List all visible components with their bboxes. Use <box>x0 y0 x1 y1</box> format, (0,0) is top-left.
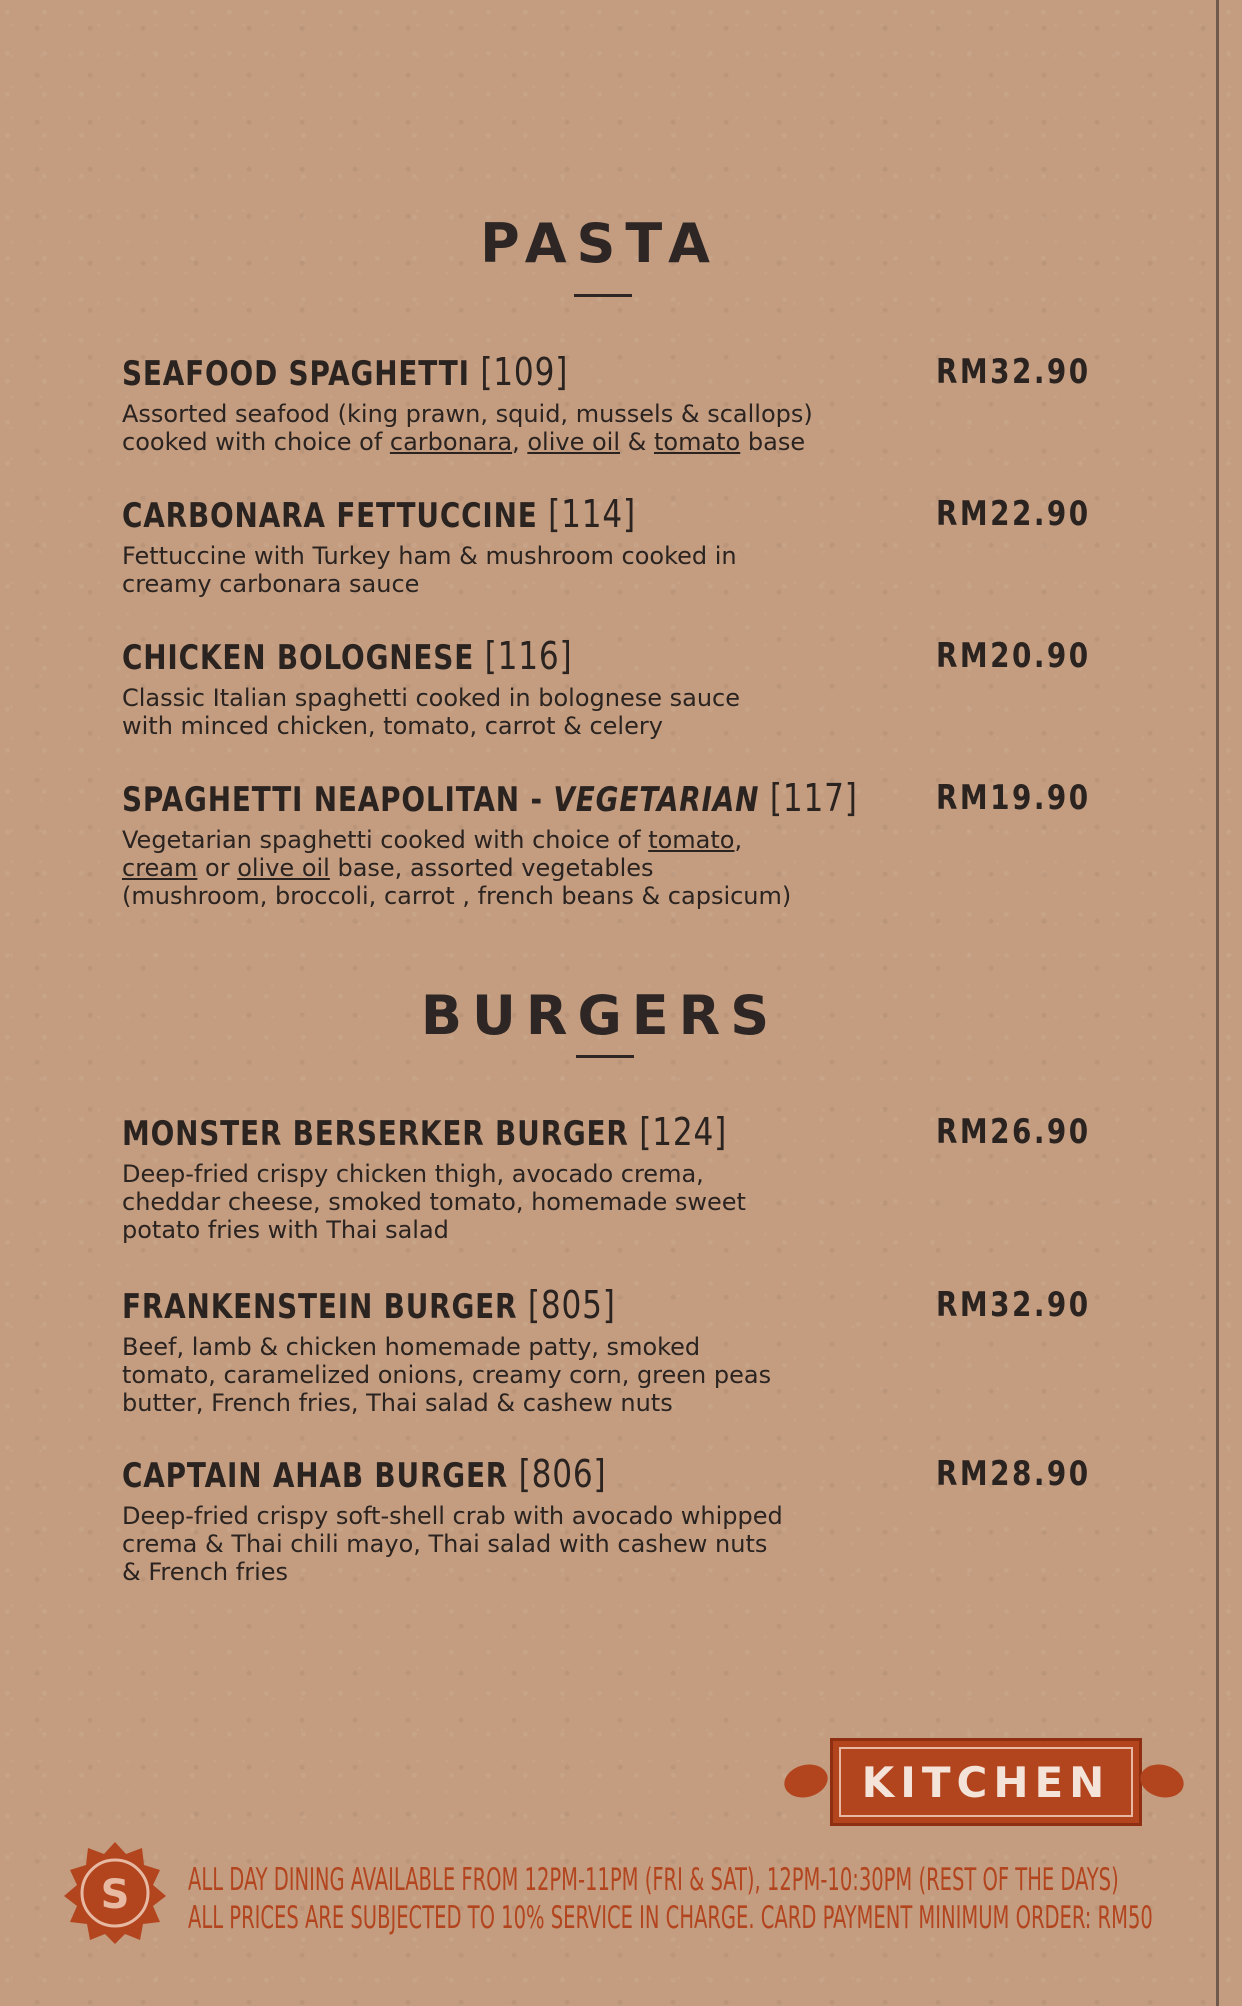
menu-item <box>122 1452 1122 1586</box>
restaurant-seal-logo <box>62 1840 168 1946</box>
menu-item <box>122 634 1122 740</box>
item-name: CHICKEN BOLOGNESE [116] <box>122 634 573 678</box>
item-price: RM22.90 <box>936 494 1091 534</box>
item-price: RM20.90 <box>936 636 1091 676</box>
item-price: RM32.90 <box>936 352 1091 392</box>
underlined-option: carbonara <box>389 428 513 456</box>
menu-item <box>122 1283 1122 1417</box>
item-description: Beef, lamb & chicken homemade patty, smoked tomato, caramelized onions, creamy corn, green peas butter, French fries, Thai salad & cashew nuts <box>122 1333 772 1417</box>
section-title-burgers: BURGERS <box>420 984 780 1047</box>
item-price: RM28.90 <box>936 1454 1091 1494</box>
badge-right-blob <box>1137 1760 1188 1802</box>
item-description: Deep-fried crispy soft-shell crab with avocado whipped crema & Thai chili mayo, Thai salad with cashew nuts & French fries <box>122 1502 783 1586</box>
underlined-option: cream <box>122 854 198 882</box>
svg-text:S: S <box>100 1872 130 1918</box>
kitchen-badge: KITCHEN <box>830 1738 1142 1826</box>
underlined-option: olive oil <box>237 854 330 882</box>
item-description: Deep-fried crispy chicken thigh, avocado crema, cheddar cheese, smoked tomato, homemade sweet potato fries with Thai salad <box>122 1160 746 1244</box>
menu-item <box>122 1110 1122 1244</box>
item-price: RM32.90 <box>936 1285 1091 1325</box>
menu-item <box>122 492 1122 598</box>
item-name: CARBONARA FETTUCCINE [114] <box>122 492 637 536</box>
page-edge-line <box>1216 0 1219 2006</box>
menu-item <box>122 350 1122 456</box>
item-name: SEAFOOD SPAGHETTI [109] <box>122 350 569 394</box>
item-price: RM26.90 <box>936 1112 1091 1152</box>
underlined-option: olive oil <box>527 428 620 456</box>
section-rule-burgers <box>576 1055 634 1058</box>
item-description: Fettuccine with Turkey ham & mushroom cooked in creamy carbonara sauce <box>122 542 737 598</box>
item-description: Vegetarian spaghetti cooked with choice of tomato, cream or olive oil base, assorted vegetables (mushroom, broccoli, carrot , french beans & capsicum) <box>122 826 792 910</box>
item-name: SPAGHETTI NEAPOLITAN - VEGETARIAN [117] <box>122 776 858 820</box>
item-price: RM19.90 <box>936 778 1091 818</box>
section-rule-pasta <box>574 294 632 297</box>
section-title-pasta: PASTA <box>480 212 720 275</box>
item-description: Assorted seafood (king prawn, squid, mussels & scallops) cooked with choice of carbonara, olive oil & tomato base <box>122 400 813 456</box>
item-name: CAPTAIN AHAB BURGER [806] <box>122 1452 607 1496</box>
badge-left-blob <box>781 1760 832 1802</box>
item-description: Classic Italian spaghetti cooked in bolognese sauce with minced chicken, tomato, carrot & celery <box>122 684 740 740</box>
underlined-option: tomato <box>653 428 741 456</box>
item-name: FRANKENSTEIN BURGER [805] <box>122 1283 616 1327</box>
service-charge-notice: ALL PRICES ARE SUBJECTED TO 10% SERVICE IN CHARGE. CARD PAYMENT MINIMUM ORDER: RM50 <box>188 1900 1153 1936</box>
underlined-option: tomato <box>648 826 735 854</box>
menu-item <box>122 776 1122 910</box>
dining-hours-notice: ALL DAY DINING AVAILABLE FROM 12PM-11PM (FRI & SAT), 12PM-10:30PM (REST OF THE DAYS) <box>188 1862 1119 1898</box>
item-name: MONSTER BERSERKER BURGER [124] <box>122 1110 728 1154</box>
